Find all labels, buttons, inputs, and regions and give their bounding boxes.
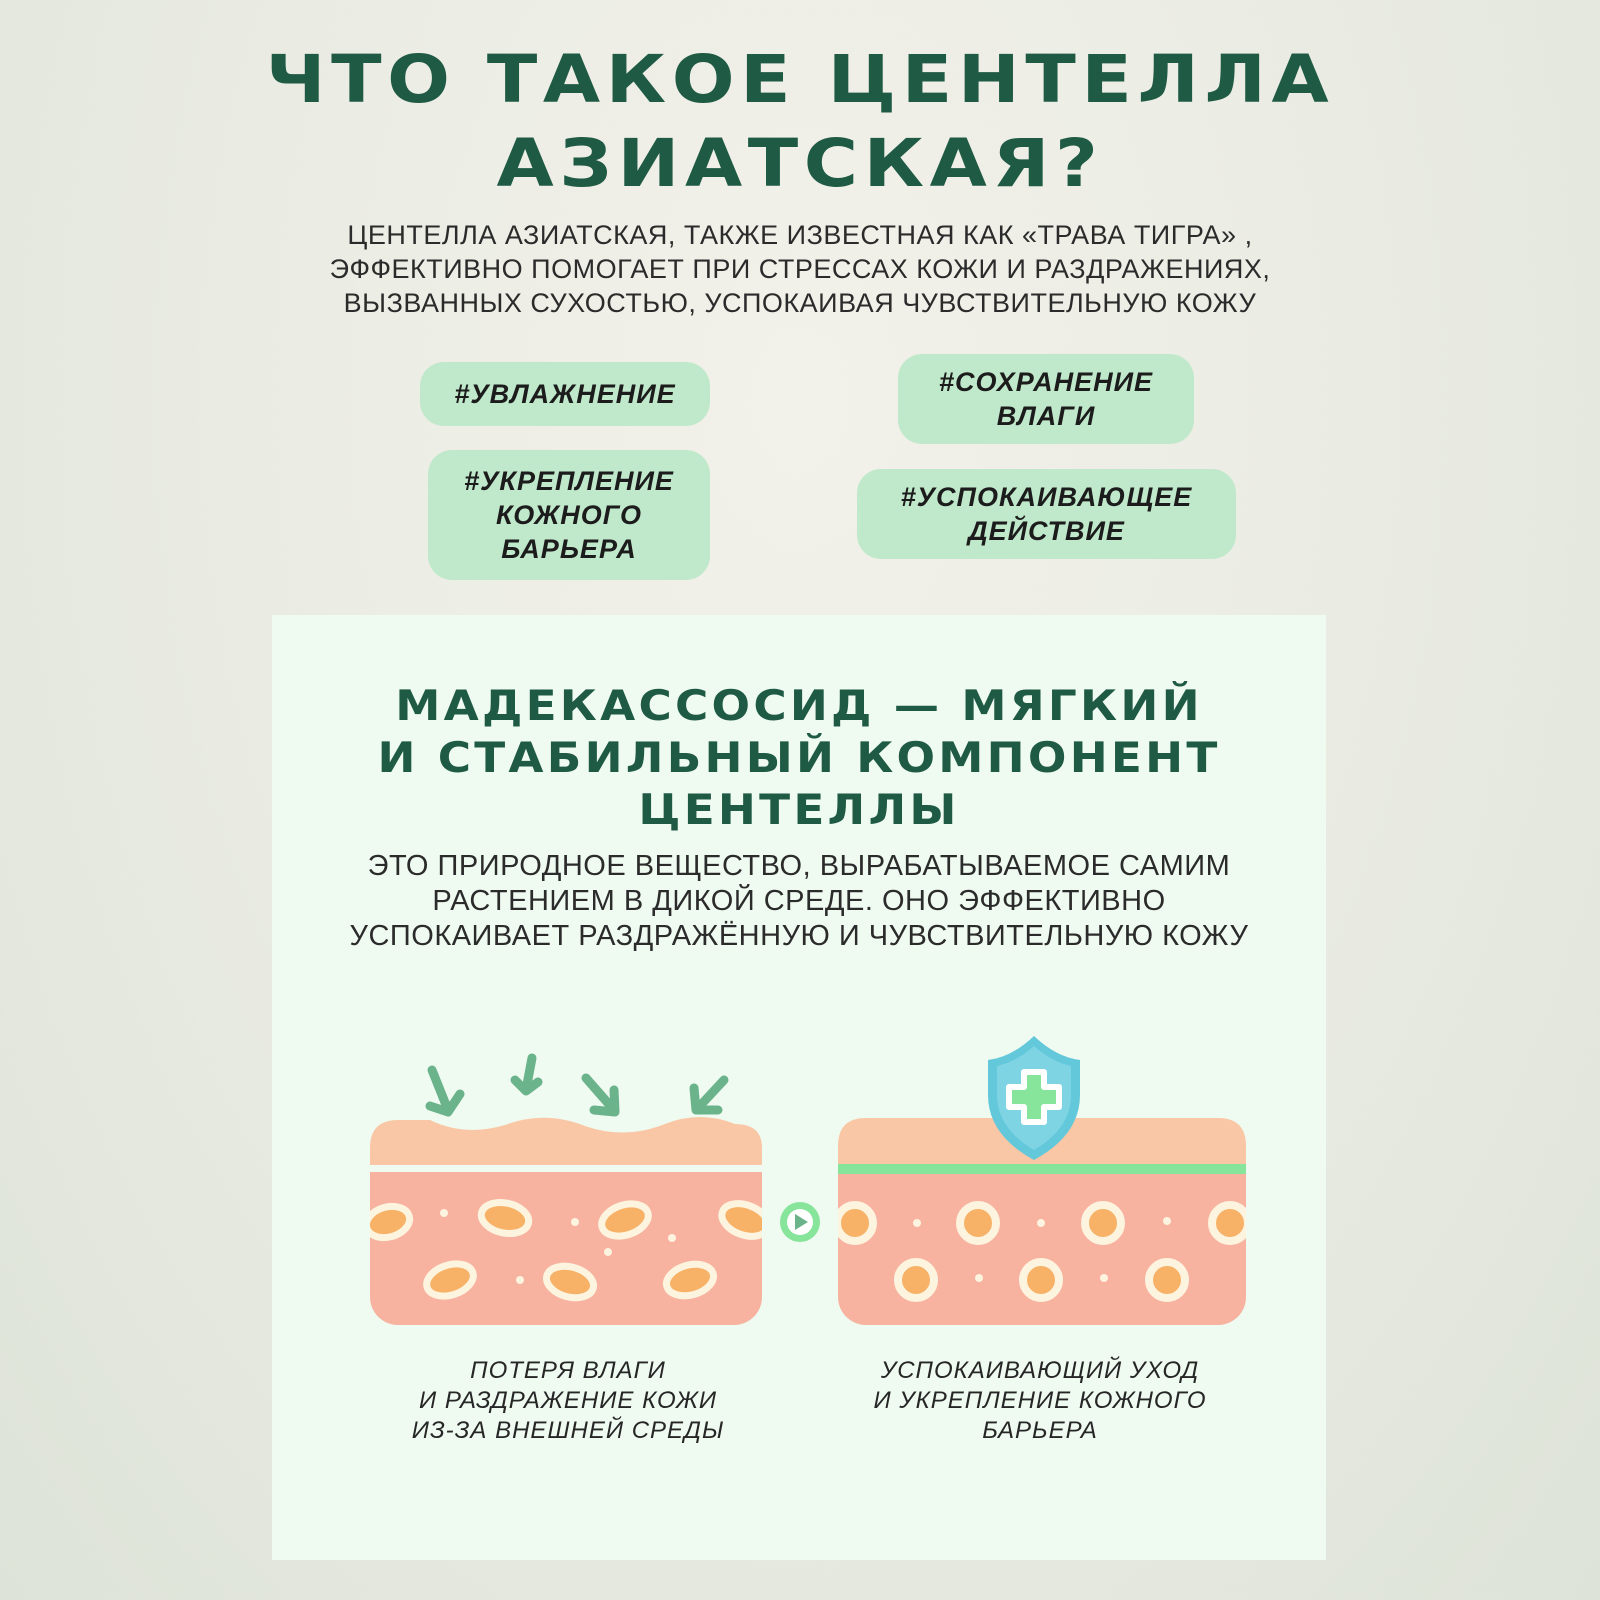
panel-body-text: ЭТО ПРИРОДНОЕ ВЕЩЕСТВО, ВЫРАБАТЫВАЕМОЕ САМИМ РАСТЕНИЕМ В ДИКОЙ СРЕДЕ. ОНО ЭФФЕКТИВНО УСПОКАИВАЕТ РАЗДРАЖЁННУЮ И ЧУВСТВИТЕЛЬНУЮ КОЖУ <box>349 850 1249 952</box>
caption-damaged-skin: ПОТЕРЯ ВЛАГИ И РАЗДРАЖЕНИЕ КОЖИ ИЗ-ЗА ВНЕШНЕЙ СРЕДЫ <box>411 1357 725 1444</box>
arrow-down-icon <box>430 1070 460 1112</box>
tag-moisture-retention: #СОХРАНЕНИЕ ВЛАГИ <box>898 354 1194 444</box>
tag-moisturizing: #УВЛАЖНЕНИЕ <box>420 362 710 426</box>
arrow-down-icon <box>694 1080 724 1110</box>
tag-soothing-action: #УСПОКАИВАЮЩЕЕ ДЕЙСТВИЕ <box>857 469 1236 559</box>
intro-text: ЦЕНТЕЛЛА АЗИАТСКАЯ, ТАКЖЕ ИЗВЕСТНАЯ КАК «ТРАВА ТИГРА» , ЭФФЕКТИВНО ПОМОГАЕТ ПРИ СТРЕССАХ КОЖИ И РАЗДРАЖЕНИЯХ, ВЫЗВАННЫХ СУХОСТЬЮ, УСПОКАИВАЯ ЧУВСТВИТЕЛЬНУЮ КОЖУ <box>329 220 1271 318</box>
arrow-down-icon <box>515 1058 538 1091</box>
damaged-skin-graphic <box>363 1117 773 1325</box>
caption-healthy-skin: УСПОКАИВАЮЩИЙ УХОД И УКРЕПЛЕНИЕ КОЖНОГО БАРЬЕРА <box>873 1357 1207 1444</box>
arrow-down-icon <box>586 1078 615 1112</box>
panel-title: МАДЕКАССОСИД — МЯГКИЙ И СТАБИЛЬНЫЙ КОМПОНЕНТ ЦЕНТЕЛЛЫ <box>377 681 1221 834</box>
play-icon <box>780 1202 820 1242</box>
tag-barrier-strengthening: #УКРЕПЛЕНИЕ КОЖНОГО БАРЬЕРА <box>428 450 710 580</box>
page-title: ЧТО ТАКОЕ ЦЕНТЕЛЛА АЗИАТСКАЯ? <box>265 41 1335 202</box>
